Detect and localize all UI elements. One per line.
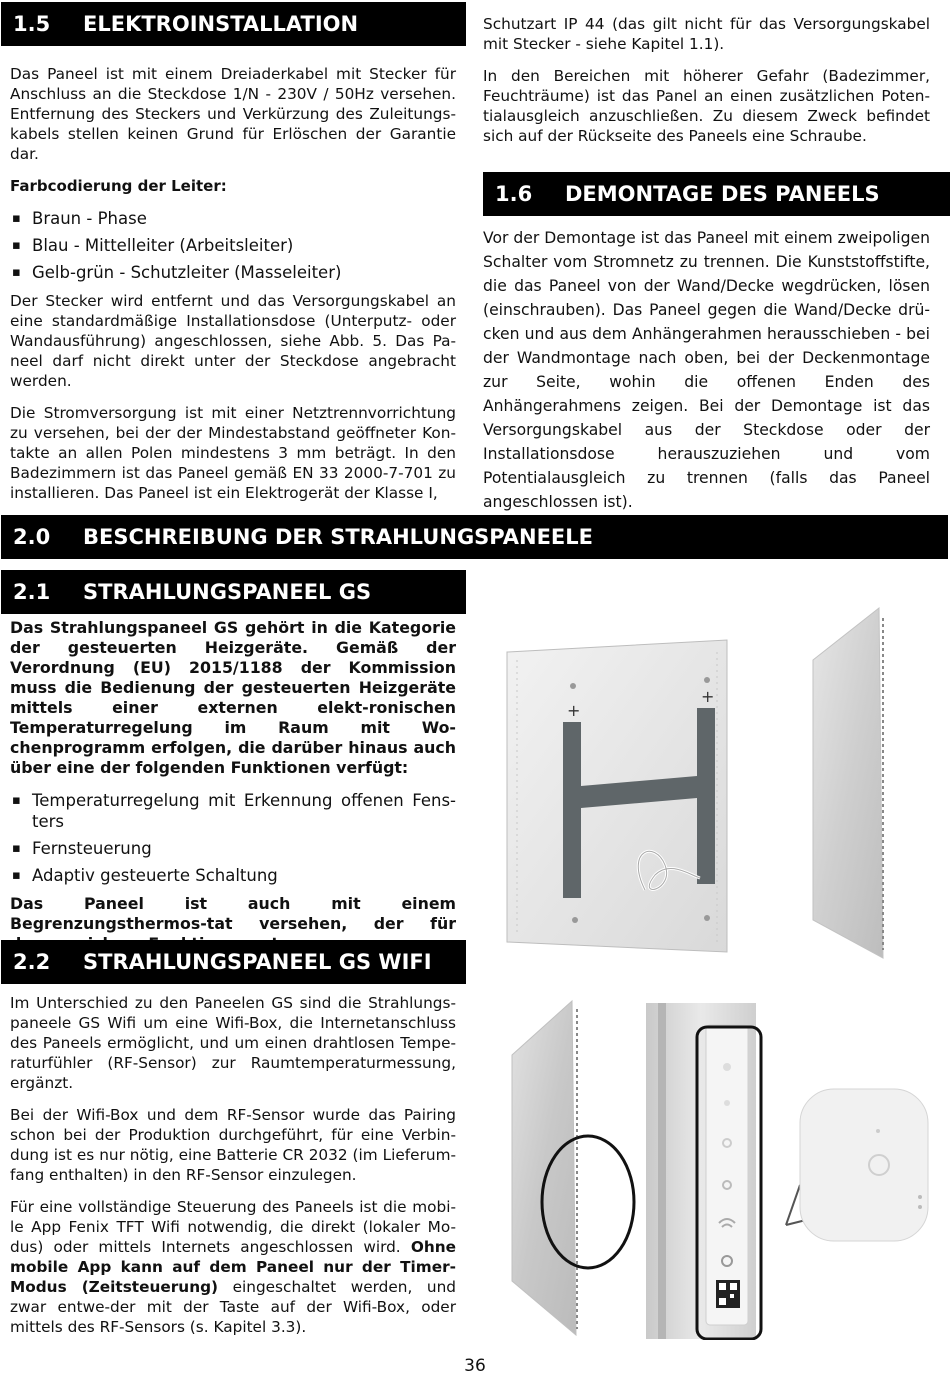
paragraph: Der Stecker wird entfernt und das Versorgungskabel an eine standardmäßige Installationsdose (Unterputz- oder Wandausführung) angeschlossen, siehe Abb. 5. Das Pa-neel darf nicht direkt unter der Steckdose angebracht werden. — [10, 292, 456, 390]
section-title: ELEKTROINSTALLATION — [83, 12, 359, 36]
emphasis-text: Ohne mobile App kann auf dem Paneel nur der Timer-Modus (Zeitsteuerung) — [10, 1238, 456, 1296]
section-header-1-5 — [1, 2, 466, 46]
page-number: 36 — [464, 1356, 486, 1376]
paragraph: Bei der Wifi-Box und dem RF-Sensor wurde das Pairing schon bei der Produktion durchgeführt, für eine Verbin-dung ist es nur nötig, eine Batterie CR 2032 (im Lieferum-fang enthalten) in den RF-Sensor einzulegen. — [10, 1106, 456, 1184]
section-title: STRAHLUNGSPANEEL GS — [83, 580, 372, 604]
section-1-6-body — [483, 226, 930, 514]
list-item: ▪ Temperaturregelung mit Erkennung offenen Fens-ters — [10, 790, 456, 832]
panel-back-figure — [495, 600, 905, 970]
wifi-box-figure — [500, 995, 950, 1340]
paragraph: Vor der Demontage ist das Paneel mit einem zweipoligen Schalter vom Stromnetz zu trennen. Die Kunststoffstifte, die das Paneel von der Wand/Decke wegdrücken, lösen (einschrauben). Das Paneel gegen die Wand/Decke drü-cken und aus dem Anhängerahmen herausschieben - bei der Wandmontage nach oben, bei der Deckenmontage zur Seite, wohin die offenen Enden des Anhängerahmens zeigen. Bei der Demontage ist das Versorgungskabel aus der Steckdose oder der Installationsdose herauszuziehen und vom Potentialausgleich zu trennen (falls das Paneel angeschlossen ist). — [483, 229, 930, 511]
section-2-1-body — [10, 618, 456, 954]
closing-paragraph: Das Paneel ist auch mit einem Begrenzungsthermos-tat versehen, der für — [10, 894, 456, 933]
list-item: ▪ Adaptiv gesteuerte Schaltung — [10, 865, 456, 886]
panel-front — [813, 608, 883, 958]
bullet-list — [10, 790, 456, 886]
section-header-2-1 — [1, 570, 466, 614]
section-1-5-continued — [483, 14, 930, 158]
section-header-1-6 — [483, 172, 950, 216]
list-item: ▪ Braun - Phase — [10, 208, 456, 229]
subheading: Farbcodierung der Leiter: — [10, 177, 227, 195]
plus-marker: + — [701, 687, 715, 706]
lead-paragraph: Das Strahlungspaneel GS gehört in die Kategorie der gesteuerten Heizgeräte. Gemäß der Verordnung (EU) 2015/1188 der Kommission muss die Bedienung der gesteuerten Heizgeräte mittels einer externen elekt-ronischen Temperaturregelung im Raum mit Wo-chenprogramm erfolgen, die darüber hinaus auch über eine der folgenden Funktionen verfügt: — [10, 618, 456, 777]
bullet-list — [10, 208, 456, 283]
section-number: 1.5 — [13, 12, 51, 36]
panel-front-small — [512, 1001, 576, 1335]
list-item: ▪ Blau - Mittelleiter (Arbeitsleiter) — [10, 235, 456, 256]
paragraph: Schutzart IP 44 (das gilt nicht für das Versorgungskabel mit Stecker - siehe Kapitel 1.1). — [483, 15, 930, 53]
section-2-2-body — [10, 993, 456, 1337]
section-title: DEMONTAGE DES PANEELS — [565, 182, 880, 206]
section-header-2-2 — [1, 940, 466, 984]
rf-sensor — [800, 1089, 928, 1241]
list-item: ▪ Gelb-grün - Schutzleiter (Masseleiter) — [10, 262, 456, 283]
section-number: 2.2 — [13, 950, 51, 974]
bracket-right — [697, 708, 715, 884]
section-1-5-body — [10, 64, 456, 503]
paragraph-text: Für eine vollständige Steuerung des Paneels ist die mobi-le App Fenix TFT Wifi notwendig, die direkt (lokaler Mo-dus) oder mittels Internets angeschlossen wird. — [10, 1198, 456, 1256]
paragraph: In den Bereichen mit höherer Gefahr (Badezimmer, Feuchträume) ist das Panel an einen zusätzlichen Poten-tialausgleich anzuschließen. Zu diesem Zweck befindet sich auf der Rückseite des Paneels eine Schraube. — [483, 67, 930, 145]
bracket-left — [563, 722, 581, 898]
paragraph: Das Paneel ist mit einem Dreiaderkabel mit Stecker für Anschluss an die Steckdose 1/N - 230V / 50Hz versehen. Entfernung des Steckers und Verkürzung des Zuleitungs-kabels stellen keinen Grund für Erlöschen der Garantie dar. — [10, 65, 456, 163]
section-number: 2.1 — [13, 580, 51, 604]
section-number: 1.6 — [495, 182, 533, 206]
plus-marker: + — [567, 701, 581, 720]
section-header-2-0 — [1, 515, 948, 559]
paragraph: Die Stromversorgung ist mit einer Netztrennvorrichtung zu versehen, bei der der Mindestabstand geöffneter Kon-takte an allen Polen mindestens 3 mm beträgt. In den Badezimmern ist das Paneel gemäß EN 33 2000-7-701 zu installieren. Das Paneel ist ein Elektrogerät der Klasse I, — [10, 404, 456, 502]
paragraph: Im Unterschied zu den Paneelen GS sind die Strahlungs-paneele GS Wifi um eine Wifi-Box, die Internetanschluss des Paneels ermöglicht, und um einen drahtlosen Tempe-raturfühler (RF-Sensor) zur Raumtemperaturmessung, ergänzt. — [10, 994, 456, 1092]
paragraph-text: eingeschaltet werden, und zwar entwe-der mit der Taste auf der Wifi-Box, oder mittels des RF-Sensors (s. Kapitel 3.3). — [10, 1278, 456, 1336]
section-title: BESCHREIBUNG DER STRAHLUNGSPANEELE — [83, 525, 594, 549]
section-title: STRAHLUNGSPANEEL GS WIFI — [83, 950, 432, 974]
paragraph — [10, 1197, 456, 1337]
section-number: 2.0 — [13, 525, 51, 549]
list-item: ▪ Fernsteuerung — [10, 838, 456, 859]
